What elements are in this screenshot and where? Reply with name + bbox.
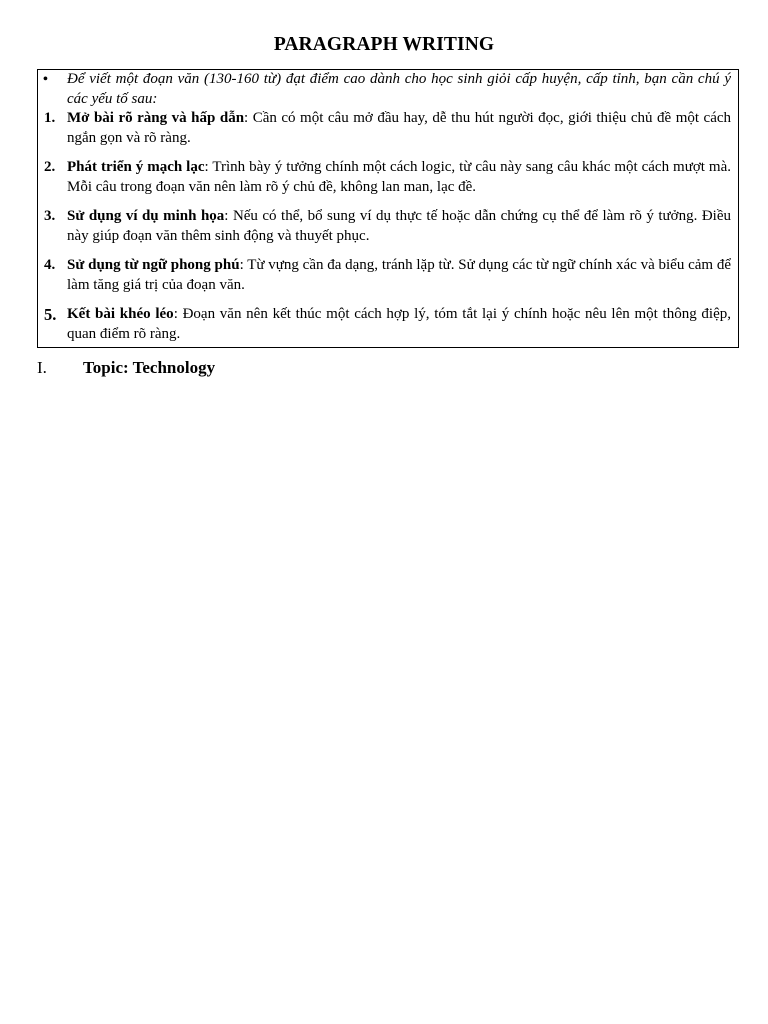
list-item [38, 109, 731, 148]
list-item-number: 4. [44, 257, 56, 273]
list-item-content [67, 256, 731, 295]
list-item-text: : Từ vựng cần đa dạng, tránh lặp từ. Sử dụng các từ ngữ chính xác và biểu cảm để làm tăng giá trị của đoạn văn. [67, 257, 732, 293]
list-item-text: : Nếu có thể, bổ sung ví dụ thực tế hoặc dẫn chứng cụ thể để làm rõ ý tưởng. Điều này giúp đoạn văn thêm sinh động và thuyết phục. [67, 208, 731, 244]
document-title: PARAGRAPH WRITING [273, 34, 495, 55]
list-item-text: : Đoạn văn nên kết thúc một cách hợp lý, tóm tắt lại ý chính hoặc nêu lên một thông điệp, quan điểm rõ ràng. [67, 306, 732, 342]
list-item-number: 3. [44, 208, 56, 224]
tips-box [37, 69, 739, 348]
list-item-heading: Phát triển ý mạch lạc [67, 159, 205, 175]
list-item [38, 305, 731, 344]
list-item [38, 158, 731, 197]
list-item-heading: Sử dụng ví dụ minh họa [67, 208, 225, 224]
list-item [38, 256, 731, 295]
list-item-number: 5. [44, 305, 57, 324]
list-item-content [67, 109, 731, 148]
list-item-heading: Kết bài khéo léo [67, 306, 174, 322]
list-item-number: 1. [44, 110, 56, 126]
list-item-heading: Mở bài rõ ràng và hấp dẫn [67, 110, 245, 126]
list-item [38, 207, 731, 246]
section-heading [37, 358, 215, 378]
list-item-content [67, 305, 731, 344]
section-label: Topic: Technology [83, 358, 216, 377]
list-item-number: 2. [44, 159, 56, 175]
intro-text: Để viết một đoạn văn (130-160 từ) đạt điểm cao dành cho học sinh giỏi cấp huyện, cấp tỉnh, bạn cần chú ý các yếu tố sau: [67, 71, 731, 107]
list-item-content [67, 207, 731, 246]
intro-row [38, 70, 731, 109]
list-item-text: : Cần có một câu mở đầu hay, dễ thu hút người đọc, giới thiệu chủ đề một cách ngắn gọn và rõ ràng. [67, 110, 732, 146]
list-item-heading: Sử dụng từ ngữ phong phú [67, 257, 240, 273]
bullet-icon: • [43, 72, 48, 87]
section-number: I. [37, 358, 47, 377]
list-item-content [67, 158, 731, 197]
list-item-text: : Trình bày ý tưởng chính một cách logic, từ câu này sang câu khác một cách mượt mà. Mỗi câu trong đoạn văn nên làm rõ ý chủ đề, không lan man, lạc đề. [67, 159, 731, 195]
